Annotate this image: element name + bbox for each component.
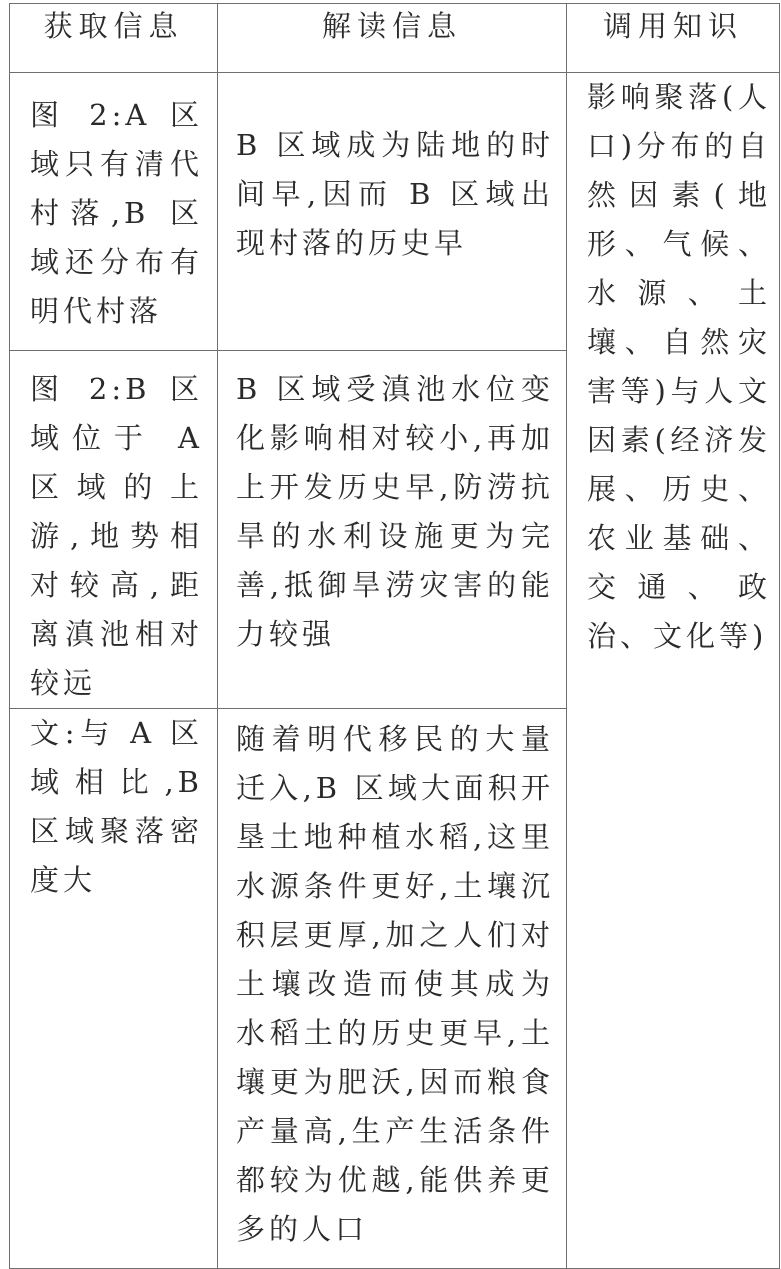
- row1-obtain-text: 图 2:A 区域只有清代村落,B 区域还分布有明代村落: [30, 98, 203, 328]
- row3-obtain-text: 文:与 A 区域相比,B 区域聚落密度大: [30, 716, 203, 897]
- row1-interpret-cell: [218, 73, 567, 351]
- header-interpret-info: 解读信息: [218, 4, 567, 73]
- knowledge-text: 影响聚落(人口)分布的自然因素(地形、气候、水源、土壤、自然灾害等)与人文因素(经济发展、历史、农业基础、交通、政治、文化等): [587, 80, 771, 653]
- knowledge-cell: [567, 73, 780, 1269]
- row2-obtain-text: 图 2:B 区域位于 A 区域的上游,地势相对较高,距离滇池相对较远: [30, 372, 203, 700]
- row2-interpret-cell: [218, 351, 567, 709]
- table-row: [10, 73, 780, 351]
- row1-interpret-text: B 区域成为陆地的时间早,因而 B 区域出现村落的历史早: [236, 128, 554, 260]
- header-row: [10, 4, 780, 73]
- header-apply-knowledge: 调用知识: [567, 4, 780, 73]
- row1-obtain-cell: [10, 73, 218, 351]
- row3-interpret-text: 随着明代移民的大量迁入,B 区域大面积开垦土地种植水稻,这里水源条件更好,土壤沉积层更厚,加之人们对土壤改造而使其成为水稻土的历史更早,土壤更为肥沃,因而粮食产量高,生产生活条件都较为优越,能供养更多的人口: [236, 722, 554, 1246]
- row3-obtain-cell: [10, 709, 218, 1269]
- row2-obtain-cell: [10, 351, 218, 709]
- info-table: [9, 3, 780, 1269]
- row2-interpret-text: B 区域受滇池水位变化影响相对较小,再加上开发历史早,防涝抗旱的水利设施更为完善,抵御旱涝灾害的能力较强: [236, 372, 554, 651]
- row3-interpret-cell: [218, 709, 567, 1269]
- header-obtain-info: 获取信息: [10, 4, 218, 73]
